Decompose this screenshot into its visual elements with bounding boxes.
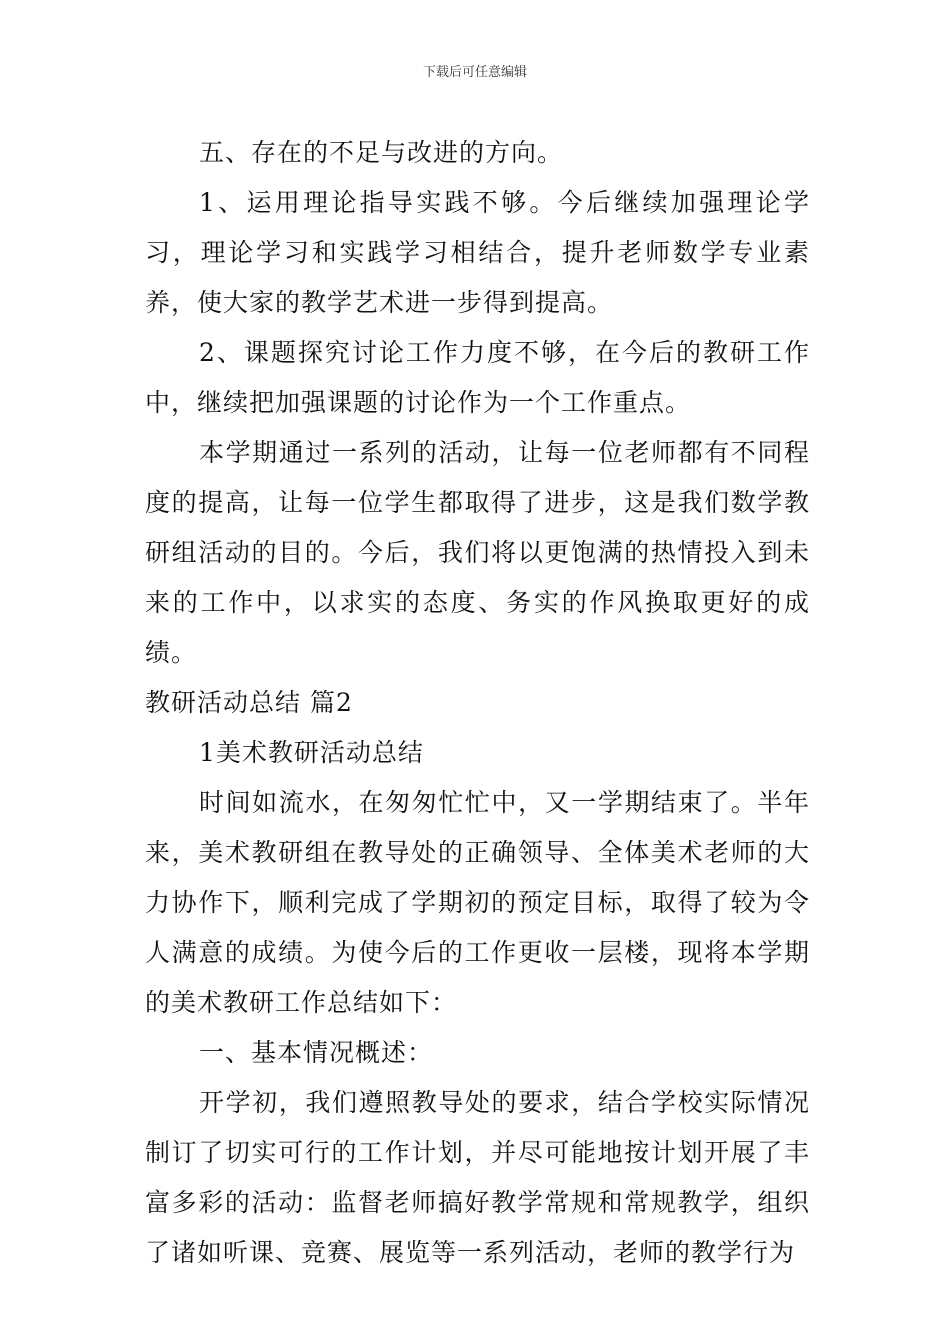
document-body — [145, 128, 810, 1278]
page-header-note: 下载后可任意编辑 — [422, 65, 527, 80]
article-title: 教研活动总结 篇2 — [145, 688, 353, 717]
paragraph-overview: 开学初，我们遵照教导处的要求，结合学校实际情况制订了切实可行的工作计划，并尽可能地按计划开展了丰富多彩的活动：监督老师搞好教学常规和常规教学，组织了诸如听课、竞赛、展览等一系列活动，老师的教学行为 — [145, 1088, 810, 1267]
paragraph-intro: 时间如流水，在匆匆忙忙中，又一学期结束了。半年来，美术教研组在教导处的正确领导、全体美术老师的大力协作下，顺利完成了学期初的预定目标，取得了较为令人满意的成绩。为使今后的工作更收一层楼，现将本学期的美术教研工作总结如下： — [145, 788, 810, 1017]
paragraph-item-2: 2、课题探究讨论工作力度不够，在今后的教研工作中，继续把加强课题的讨论作为一个工作重点。 — [145, 338, 810, 417]
section-heading-overview: 一、基本情况概述： — [199, 1038, 434, 1067]
paragraph-conclusion: 本学期通过一系列的活动，让每一位老师都有不同程度的提高，让每一位学生都取得了进步，这是我们数学教研组活动的目的。今后，我们将以更饱满的热情投入到未来的工作中，以求实的态度、务实的作风换取更好的成绩。 — [145, 438, 810, 667]
paragraph-item-1: 1、运用理论指导实践不够。今后继续加强理论学习，理论学习和实践学习相结合，提升老师数学专业素养，使大家的教学艺术进一步得到提高。 — [145, 188, 810, 317]
section-heading-shortcomings: 五、存在的不足与改进的方向。 — [199, 138, 564, 167]
subtitle-art-summary: 1美术教研活动总结 — [199, 738, 424, 767]
